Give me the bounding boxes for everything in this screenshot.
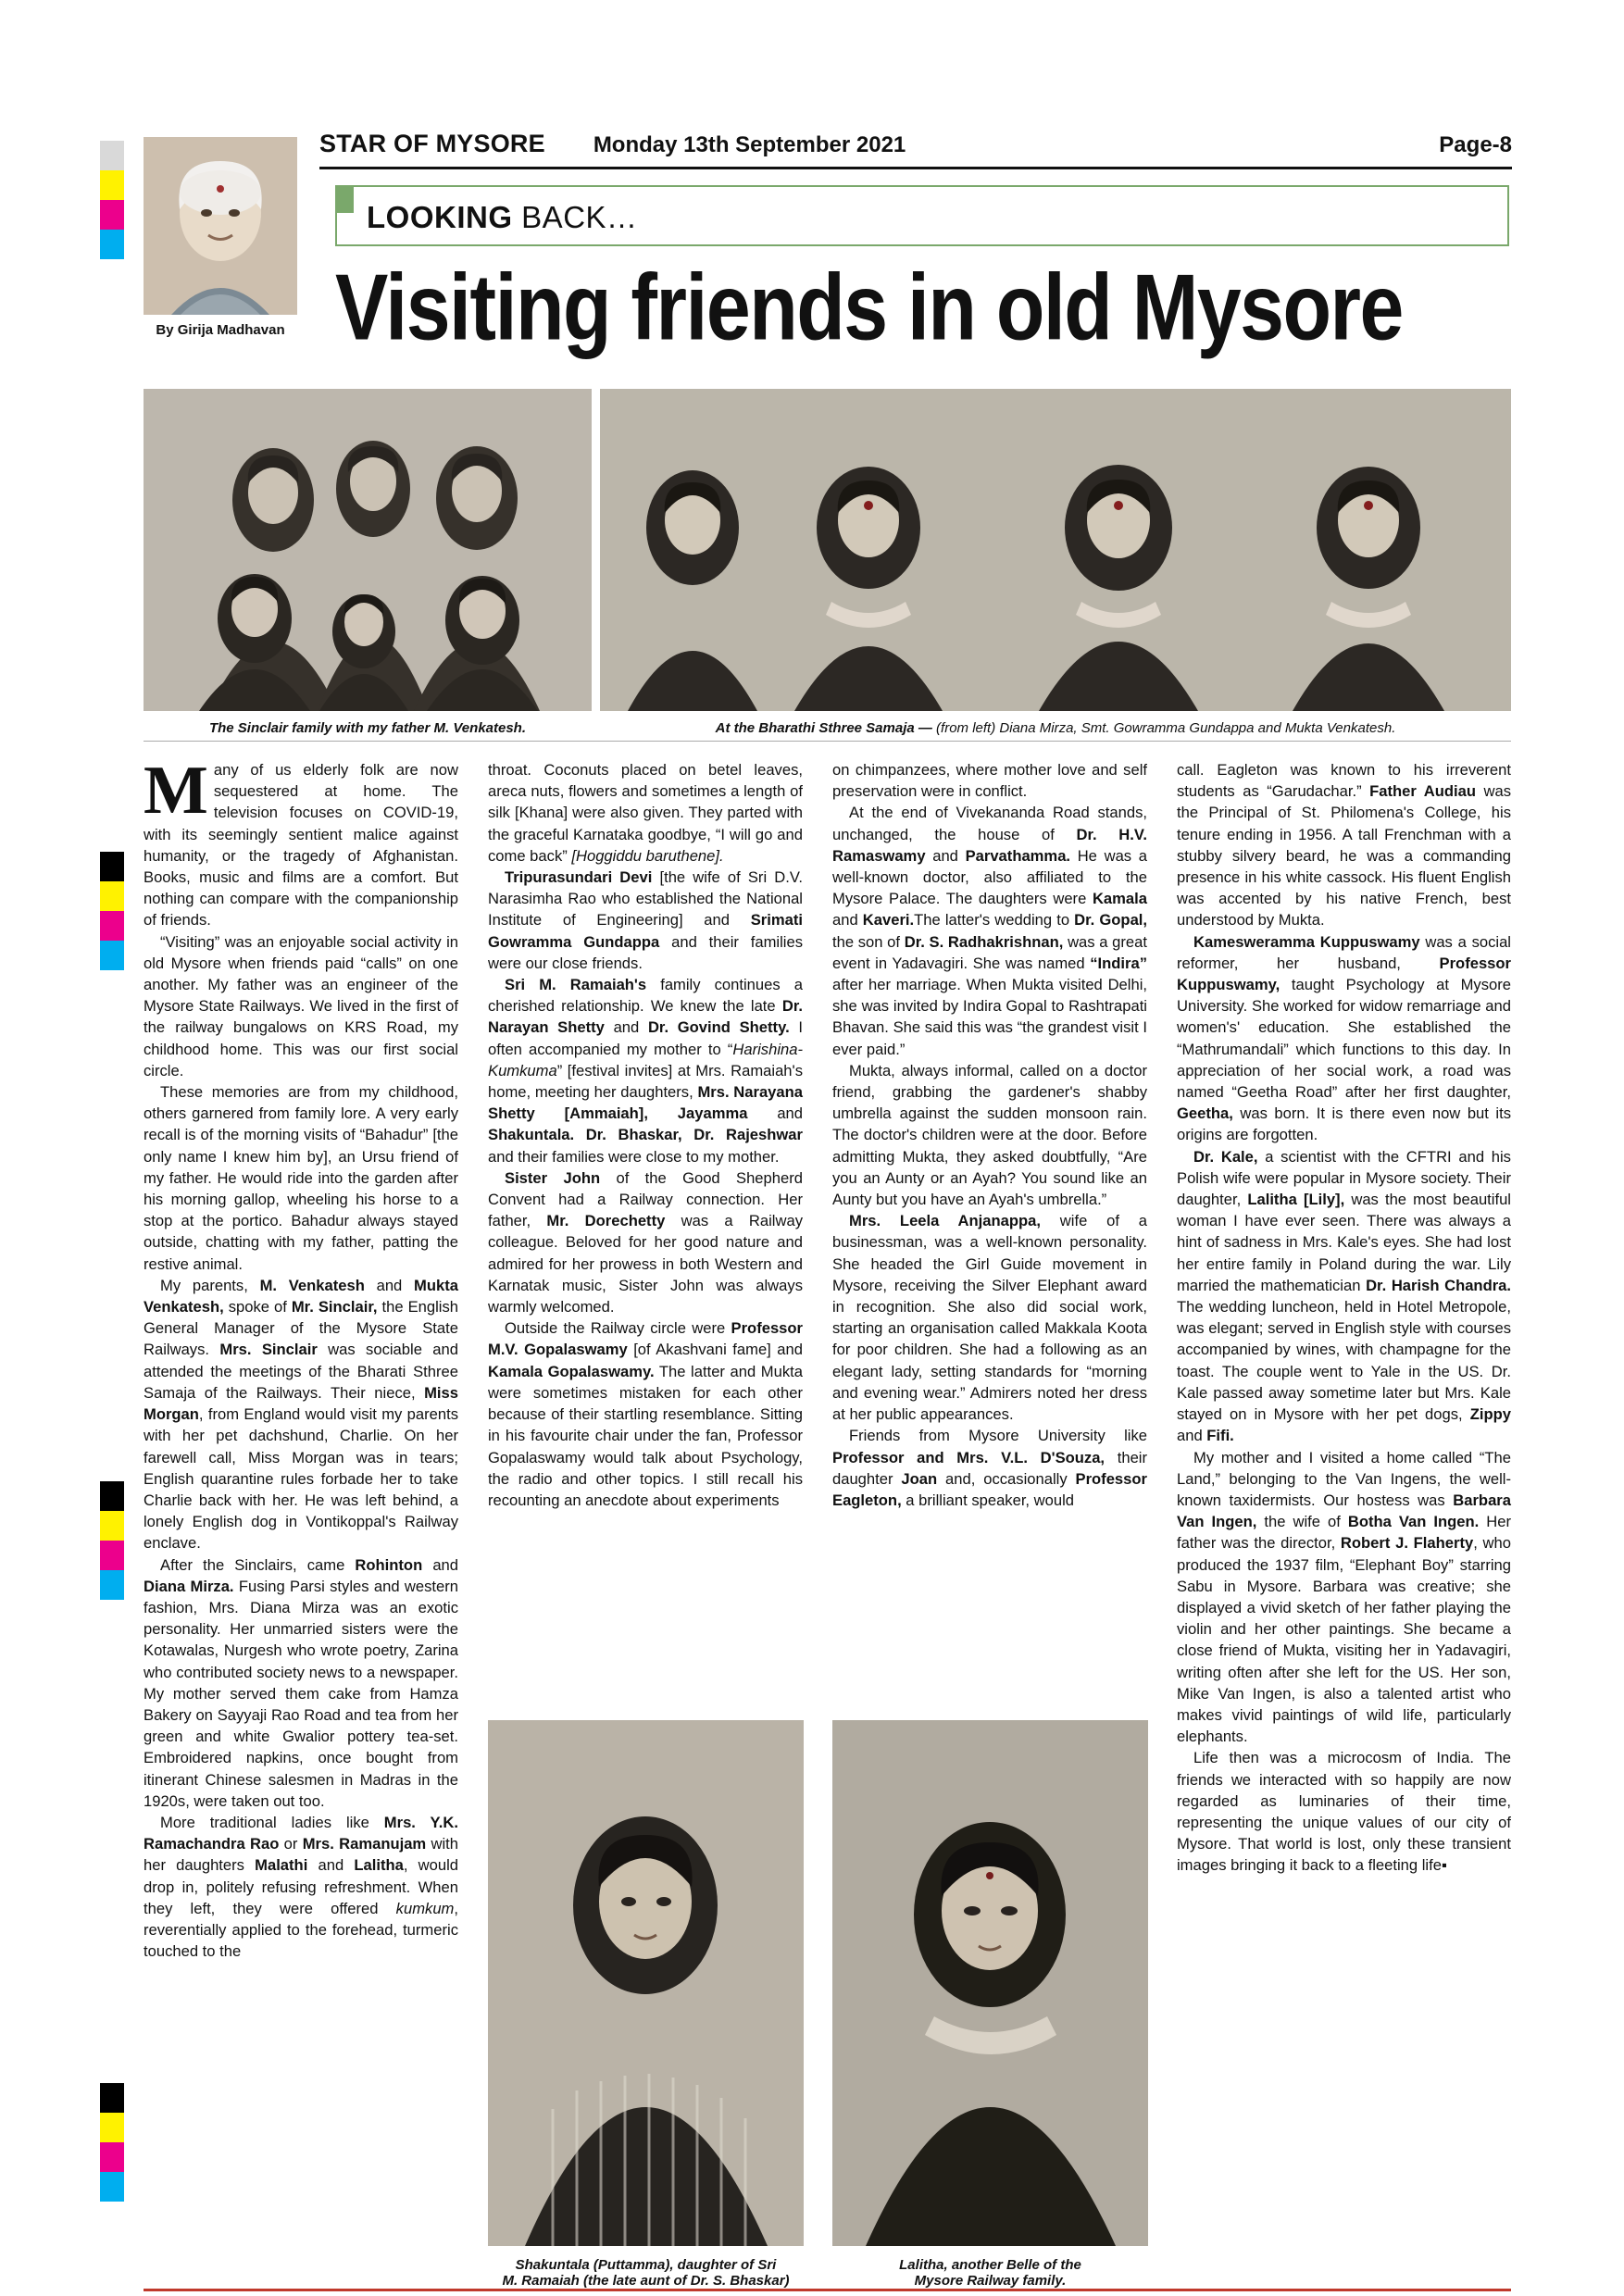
- paragraph: These memories are from my childhood, others garnered from family lore. A very early recall is of the morning visits of “Bahadur” [the only name I knew him by], an Ursu friend of my father. He would ride into the garden after his morning gallop, wheeling his horse to a stop at the portico. Bahadur always stayed outside, chatting with my father, patting the restive animal.: [144, 1083, 458, 1273]
- caption-photo-2-italic: (from left) Diana Mirza, Smt. Gowramma Gundappa and Mukta Venkatesh.: [936, 720, 1396, 736]
- caption-photo-1: The Sinclair family with my father M. Venkatesh.: [208, 720, 527, 736]
- paragraph: After the Sinclairs, came Rohinton and Diana Mirza. Fusing Parsi styles and western fashion, Mrs. Diana Mirza was an exotic personality. Her unmarried sisters were the Kotawalas, Nurgesh who wrote poetry, Zarina who contributed society news to a newspaper. My mother served them cake from Hamza Bakery on Sayyaji Rao Road and tea from her green and white Gwalior pottery tea-set. Embroidered napkins, once bought from itinerant Chinese salesmen in Madras in the 1920s, were taken out too.: [144, 1555, 459, 1810]
- paragraph: My parents, M. Venkatesh and Mukta Venkatesh, spoke of Mr. Sinclair, the English General Manager of the Mysore State Railways. Mrs. Sinclair was sociable and attended the meetings of the Bharati Sthree Samaja of the Railways. Their niece, Miss Morgan, from England would visit my parents with her pet dachshund, Charlie. On her farewell call, Miss Morgan was in tears; English quarantine rules forbade her to take Charlie back with her. He was left behind, a lonely English dog in Vontikoppal's Railway enclave.: [144, 1276, 458, 1553]
- paragraph: Mukta, always informal, called on a doctor friend, grabbing the gardener's shabby umbrella against the sudden monsoon rain. The doctor's children were at the door. Before admitting Mukta, they asked doubtfully, “Are you an Aunty or an Ayah? You sound like an Aunty but you have an Ayah's umbrella.”: [832, 1061, 1147, 1209]
- paragraph: throat. Coconuts placed on betel leaves, areca nuts, flowers and sometimes a length of silk [Khana] were also given. They parted with the graceful Karnataka goodbye, “I will go and come back” [Hoggiddu baruthene].: [488, 761, 803, 865]
- author-photo: [144, 137, 297, 315]
- issue-date: Monday 13th September 2021: [593, 132, 906, 157]
- masthead-rule: [319, 167, 1512, 169]
- paragraph: [144, 753, 458, 931]
- paragraph: on chimpanzees, where mother love and self preservation were in conflict.: [832, 761, 1147, 801]
- caption-photo-4: [832, 2257, 1148, 2289]
- caption-photo-2: [600, 720, 1511, 736]
- drop-cap: M: [144, 753, 208, 829]
- footer-rule: [144, 2289, 1511, 2291]
- paragraph: More traditional ladies like Mrs. Y.K. Ramachandra Rao or Mrs. Ramanujam with her daughters Malathi and Lalitha, would drop in, politely refusing refreshment. When they left, they were offered kumkum, reverentially applied to the forehead, turmeric touched to the: [144, 1813, 458, 1961]
- page-number: Page-8: [1439, 132, 1512, 157]
- photo-divider-rule: [144, 741, 1511, 742]
- paragraph: My mother and I visited a home called “The Land,” belonging to the Van Ingens, the well-known taxidermists. Our hostess was Barbara Van Ingen, the wife of Botha Van Ingen. Her father was the director, Robert J. Flaherty, who produced the 1937 film, “Elephant Boy” starring Sabu in Mysore. Barbara was creative; she displayed a vivid sketch of her father playing the violin and her other paintings. She became a close friend of Mukta, visiting her in Yadavagiri, writing often after she left for the US. Her son, Mike Van Ingen, is also a talented artist who makes vivid paintings of wild life, particularly elephants.: [1177, 1448, 1511, 1746]
- masthead: [319, 130, 1512, 158]
- paragraph: Life then was a microcosm of India. The friends we interacted with so happily are now regarded as luminaries of their time, representing the unique values of our city of Mysore. That world is lost, only these transient images bringing it back to a fleeting life▪: [1177, 1749, 1511, 1875]
- caption-photo-3-line1: Shakuntala (Puttamma), daughter of Sri: [515, 2257, 777, 2273]
- paragraph: Friends from Mysore University like Professor and Mrs. V.L. D'Souza, their daughter Joan and, occasionally Professor Eagleton, a brilliant speaker, would: [832, 1427, 1148, 1509]
- paragraph: Mrs. Leela Anjanappa, wife of a businessman, was a well-known personality. She headed the Girl Guide movement in Mysore, receiving the Silver Elephant award in recognition. She also did social work, starting an organisation called Makkala Koota for poor children. She had a following as an elegant lady, setting standards for “morning and evening wear.” Admirers noted her dress at her public appearances.: [832, 1212, 1147, 1424]
- paragraph: Tripurasundari Devi [the wife of Sri D.V. Narasimha Rao who established the National Institute of Engineering] and Srimati Gowramma Gundappa and their families were our close friends.: [488, 868, 804, 972]
- banner-text-light: BACK…: [521, 200, 638, 234]
- photo-sinclair-family: [144, 389, 592, 711]
- paragraph-text: any of us elderly folk are now sequestered at home. The television focuses on COVID-19, with its seemingly sentient malice against humanity, or the tragedy of Afghanistan. Books, music and films are a comfort. But nothing can compare with the companionship of friends.: [144, 761, 458, 930]
- registration-marks-mid1: [100, 852, 124, 970]
- caption-photo-4-line1: Lalitha, another Belle of the: [899, 2257, 1081, 2273]
- paragraph: At the end of Vivekananda Road stands, unchanged, the house of Dr. H.V. Ramaswamy and Parvathamma. He was a well-known doctor, also affiliated to the Mysore Palace. The daughters were Kamala and Kaveri.The latter's wedding to Dr. Gopal, the son of Dr. S. Radhakrishnan, was a great event in Yadavagiri. She was named “Indira” after her marriage. When Mukta visited Delhi, she was invited by Indira Gopal to Rashtrapati Bhavan. She said this was “the grandest visit I ever paid.”: [832, 804, 1148, 1058]
- caption-photo-3-line2: M. Ramaiah (the late aunt of Dr. S. Bhaskar): [502, 2273, 790, 2289]
- registration-marks-bottom: [100, 2083, 124, 2202]
- caption-photo-2-bold: At the Bharathi Sthree Samaja —: [715, 720, 937, 736]
- body-column-3: [832, 759, 1147, 1511]
- banner-text-bold: LOOKING: [367, 200, 522, 234]
- registration-marks-top: [100, 141, 124, 259]
- photo-lalitha: [832, 1720, 1148, 2246]
- author-byline: By Girija Madhavan: [156, 322, 285, 338]
- photo-bharathi-sthree-samaja: [600, 389, 1511, 711]
- body-column-4: [1177, 759, 1511, 1877]
- photo-shakuntala: [488, 1720, 804, 2246]
- paragraph: Kamesweramma Kuppuswamy was a social reformer, her husband, Professor Kuppuswamy, taught Psychology at Mysore University. She worked for widow remarriage and women's' education. She established the “Mathrumandali” which functions to this day. In appreciation of her social work, a road was named “Geetha Road” after her first daughter, Geetha, was born. It is there even now but its origins are forgotten.: [1177, 932, 1511, 1144]
- paragraph: “Visiting” was an enjoyable social activity in old Mysore when friends paid “calls” on one another. My father was an engineer of the Mysore State Railways. We lived in the first of the railway bungalows on KRS Road, my childhood home. This was our first social circle.: [144, 932, 458, 1079]
- registration-marks-mid2: [100, 1481, 124, 1600]
- caption-photo-4-line2: Mysore Railway family.: [914, 2273, 1067, 2289]
- paragraph: call. Eagleton was known to his irreverent students as “Garudachar.” Father Audiau was the Principal of St. Philomena's College, his tenure ending in 1956. A tall Frenchman with a stubby silvery beard, he was a commanding presence in his white cassock. His fluent English was accented by his native French, best understood by Mukta.: [1177, 761, 1511, 930]
- paragraph: Sri M. Ramaiah's family continues a cherished relationship. We knew the late Dr. Narayan Shetty and Dr. Govind Shetty. I often accompanied my mother to “Harishina-Kumkuma” [festival invites] at Mrs. Ramaiah's home, meeting her daughters, Mrs. Narayana Shetty [Ammaiah], Jayamma and Shakuntala. Dr. Bhaskar, Dr. Rajeshwar and their families were close to my mother.: [488, 976, 803, 1166]
- looking-back-banner: [335, 185, 1509, 246]
- paper-name: STAR OF MYSORE: [319, 130, 545, 157]
- caption-photo-3: [488, 2257, 804, 2289]
- banner-text: [367, 200, 638, 235]
- paragraph: Dr. Kale, a scientist with the CFTRI and his Polish wife were popular in Mysore society. Their daughter, Lalitha [Lily], was the most beautiful woman I have ever seen. There was always a hint of sadness in Mrs. Kale's eyes. She had lost her entire family in Poland during the war. Lily married the mathematician Dr. Harish Chandra. The wedding luncheon, held in Hotel Metropole, was elegant; served in English style with courses accompanied by wines, with champagne for the toast. The couple went to Yale in the US. Dr. Kale passed away sometime later but Mrs. Kale stayed on in Mysore with her pet dogs, Zippy and Fifi.: [1177, 1147, 1512, 1445]
- paragraph: Outside the Railway circle were Professor M.V. Gopalaswamy [of Akashvani fame] and Kamala Gopalaswamy. The latter and Mukta were sometimes mistaken for each other because of their startling resemblance. Sitting in his favourite chair under the fan, Professor Gopalaswamy would talk about Psychology, the radio and other topics. I still recall his recounting an anecdote about experiments: [488, 1319, 803, 1509]
- banner-accent-tab: [337, 187, 354, 213]
- body-column-1: [144, 753, 459, 1962]
- author-block: [144, 137, 297, 338]
- page-title: Visiting friends in old Mysore: [335, 255, 1403, 360]
- body-column-2: [488, 759, 803, 1511]
- paragraph: Sister John of the Good Shepherd Convent had a Railway connection. Her father, Mr. Dorechetty was a Railway colleague. Beloved for her good nature and admired for her prowess in both Western and Karnatak music, Sister John was always warmly welcomed.: [488, 1168, 803, 1316]
